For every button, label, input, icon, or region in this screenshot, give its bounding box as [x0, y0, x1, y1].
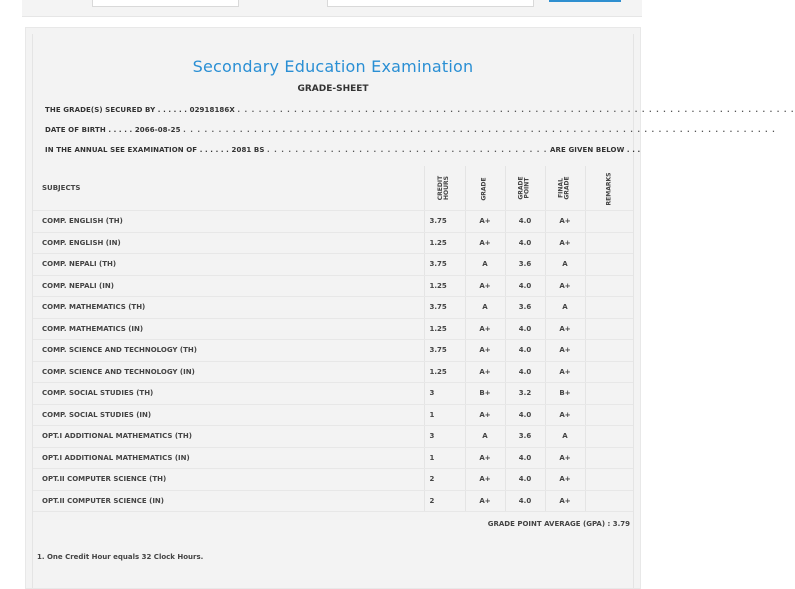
- credit-cell: 3: [424, 383, 465, 405]
- grade-point-cell: 4.0: [505, 232, 545, 254]
- grade-cell: A+: [465, 211, 505, 233]
- dob-line: [45, 126, 776, 134]
- table-row: [33, 318, 633, 340]
- table-row: [33, 447, 633, 469]
- grade-point-cell: 4.0: [505, 275, 545, 297]
- grade-point-cell: 3.6: [505, 426, 545, 448]
- remarks-cell: [585, 383, 633, 405]
- grade-cell: A+: [465, 447, 505, 469]
- credit-cell: 1: [424, 404, 465, 426]
- table-row: [33, 254, 633, 276]
- credit-cell: 1.25: [424, 275, 465, 297]
- subject-cell: OPT.II COMPUTER SCIENCE (IN): [33, 490, 424, 512]
- credit-cell: 1: [424, 447, 465, 469]
- symbol-label: THE GRADE(S) SECURED BY . . . . . .: [45, 106, 188, 114]
- final-grade-cell: B+: [545, 383, 585, 405]
- final-grade-cell: A: [545, 297, 585, 319]
- final-grade-cell: A+: [545, 340, 585, 362]
- table-row: [33, 361, 633, 383]
- exam-dots: . . . . . . . . . . . . . . . . . . . . . . . . . . . . . . . . . . . . . . . .: [267, 146, 548, 154]
- table-row: [33, 340, 633, 362]
- grade-point-cell: 4.0: [505, 340, 545, 362]
- final-grade-cell: A+: [545, 469, 585, 491]
- final-grade-cell: A+: [545, 318, 585, 340]
- credit-cell: 2: [424, 469, 465, 491]
- remarks-cell: [585, 426, 633, 448]
- grade-point-cell: 4.0: [505, 318, 545, 340]
- grade-point-header-line1: GRADE: [518, 176, 525, 200]
- grade-cell: A+: [465, 469, 505, 491]
- table-row: [33, 469, 633, 491]
- dob-dots: . . . . . . . . . . . . . . . . . . . . . . . . . . . . . . . . . . . . . . . . . . . . . . . . . . . . . . . . . . . . . . . . . . . . . . . . . . . . . . . . . . . .: [183, 126, 776, 134]
- grade-cell: A+: [465, 490, 505, 512]
- credit-cell: 3.75: [424, 297, 465, 319]
- table-row: [33, 275, 633, 297]
- symbol-number-line: [45, 106, 795, 114]
- subject-cell: COMP. SOCIAL STUDIES (TH): [33, 383, 424, 405]
- grade-cell: A+: [465, 361, 505, 383]
- subject-cell: COMP. SCIENCE AND TECHNOLOGY (TH): [33, 340, 424, 362]
- credit-cell: 2: [424, 490, 465, 512]
- grade-cell: A+: [465, 404, 505, 426]
- credit-header-line1: CREDIT: [437, 175, 445, 201]
- grade-point-cell: 3.6: [505, 254, 545, 276]
- final-grade-cell: A+: [545, 211, 585, 233]
- table-row: [33, 426, 633, 448]
- table-row: [33, 383, 633, 405]
- final-grade-cell: A+: [545, 447, 585, 469]
- table-row: [33, 297, 633, 319]
- grade-point-cell: 4.0: [505, 490, 545, 512]
- table-row: [33, 404, 633, 426]
- remarks-cell: [585, 297, 633, 319]
- subject-cell: COMP. ENGLISH (IN): [33, 232, 424, 254]
- grade-table: [33, 166, 633, 512]
- remarks-cell: [585, 490, 633, 512]
- symbol-dots: . . . . . . . . . . . . . . . . . . . . . . . . . . . . . . . . . . . . . . . . . . . . . . . . . . . . . . . . . . . . . . . . . . . . . . . . . . . . . . .: [237, 106, 795, 114]
- subject-cell: COMP. MATHEMATICS (IN): [33, 318, 424, 340]
- dob-input[interactable]: [327, 0, 534, 7]
- table-row: [33, 490, 633, 512]
- exam-title: Secondary Education Examination: [192, 57, 474, 76]
- exam-tail: ARE GIVEN BELOW . . .: [550, 146, 641, 154]
- credit-hours-header: [424, 166, 465, 211]
- grade-point-cell: 4.0: [505, 447, 545, 469]
- remarks-cell: [585, 404, 633, 426]
- credit-cell: 1.25: [424, 361, 465, 383]
- grade-cell: B+: [465, 383, 505, 405]
- final-grade-cell: A: [545, 426, 585, 448]
- final-grade-header-line1: FINAL: [558, 178, 565, 198]
- grade-sheet-panel: [25, 27, 795, 589]
- remarks-cell: [585, 447, 633, 469]
- final-grade-header-line2: GRADE: [564, 176, 571, 200]
- grade-point-header-line2: POINT: [524, 177, 531, 199]
- gpa-summary: GRADE POINT AVERAGE (GPA) : 3.79: [487, 520, 630, 528]
- subject-cell: COMP. SOCIAL STUDIES (IN): [33, 404, 424, 426]
- footnote: 1. One Credit Hour equals 32 Clock Hours.: [37, 553, 204, 561]
- remarks-cell: [585, 340, 633, 362]
- dob-label: DATE OF BIRTH . . . . .: [45, 126, 133, 134]
- subject-cell: COMP. NEPALI (IN): [33, 275, 424, 297]
- final-grade-cell: A+: [545, 404, 585, 426]
- subject-cell: OPT.I ADDITIONAL MATHEMATICS (IN): [33, 447, 424, 469]
- remarks-cell: [585, 361, 633, 383]
- grade-cell: A+: [465, 340, 505, 362]
- remarks-header: [585, 166, 633, 211]
- credit-cell: 3: [424, 426, 465, 448]
- table-row: [33, 211, 633, 233]
- dob-value: 2066-08-25: [134, 126, 181, 134]
- grade-point-cell: 4.0: [505, 469, 545, 491]
- grade-point-header: [505, 166, 545, 211]
- remarks-cell: [585, 232, 633, 254]
- exam-line: [45, 146, 640, 154]
- search-bar-strip: [22, 0, 642, 17]
- table-row: [33, 232, 633, 254]
- grade-cell: A: [465, 254, 505, 276]
- symbol-number-input[interactable]: [92, 0, 239, 7]
- subject-cell: COMP. ENGLISH (TH): [33, 211, 424, 233]
- credit-header-line2: HOURS: [443, 176, 451, 200]
- credit-cell: 1.25: [424, 318, 465, 340]
- subject-cell: COMP. SCIENCE AND TECHNOLOGY (IN): [33, 361, 424, 383]
- remarks-cell: [585, 318, 633, 340]
- grade-cell: A: [465, 426, 505, 448]
- grade-point-cell: 3.6: [505, 297, 545, 319]
- grade-point-cell: 3.2: [505, 383, 545, 405]
- credit-cell: 1.25: [424, 232, 465, 254]
- final-grade-cell: A+: [545, 490, 585, 512]
- credit-cell: 3.75: [424, 340, 465, 362]
- grade-cell: A+: [465, 318, 505, 340]
- grade-sheet-heading: GRADE-SHEET: [297, 84, 369, 94]
- remarks-cell: [585, 469, 633, 491]
- final-grade-cell: A+: [545, 361, 585, 383]
- credit-cell: 3.75: [424, 211, 465, 233]
- grade-header-label: GRADE: [481, 177, 488, 201]
- subjects-header: SUBJECTS: [33, 166, 424, 211]
- remarks-cell: [585, 211, 633, 233]
- symbol-number: 02918186X: [189, 106, 235, 114]
- credit-cell: 3.75: [424, 254, 465, 276]
- exam-label: IN THE ANNUAL SEE EXAMINATION OF . . . . . .: [45, 146, 229, 154]
- table-header-row: [33, 166, 633, 211]
- final-grade-header: [545, 166, 585, 211]
- subject-cell: COMP. NEPALI (TH): [33, 254, 424, 276]
- remarks-cell: [585, 275, 633, 297]
- subject-cell: OPT.II COMPUTER SCIENCE (TH): [33, 469, 424, 491]
- grade-header: [465, 166, 505, 211]
- grade-cell: A+: [465, 275, 505, 297]
- subject-cell: COMP. MATHEMATICS (TH): [33, 297, 424, 319]
- grade-point-cell: 4.0: [505, 361, 545, 383]
- grade-cell: A+: [465, 232, 505, 254]
- final-grade-cell: A+: [545, 275, 585, 297]
- subject-cell: OPT.I ADDITIONAL MATHEMATICS (TH): [33, 426, 424, 448]
- grade-point-cell: 4.0: [505, 404, 545, 426]
- exam-year: 2081 BS: [231, 146, 265, 154]
- grade-point-cell: 4.0: [505, 211, 545, 233]
- remarks-header-label: REMARKS: [605, 172, 613, 206]
- grade-cell: A: [465, 297, 505, 319]
- remarks-cell: [585, 254, 633, 276]
- submit-button[interactable]: [549, 0, 621, 2]
- final-grade-cell: A: [545, 254, 585, 276]
- final-grade-cell: A+: [545, 232, 585, 254]
